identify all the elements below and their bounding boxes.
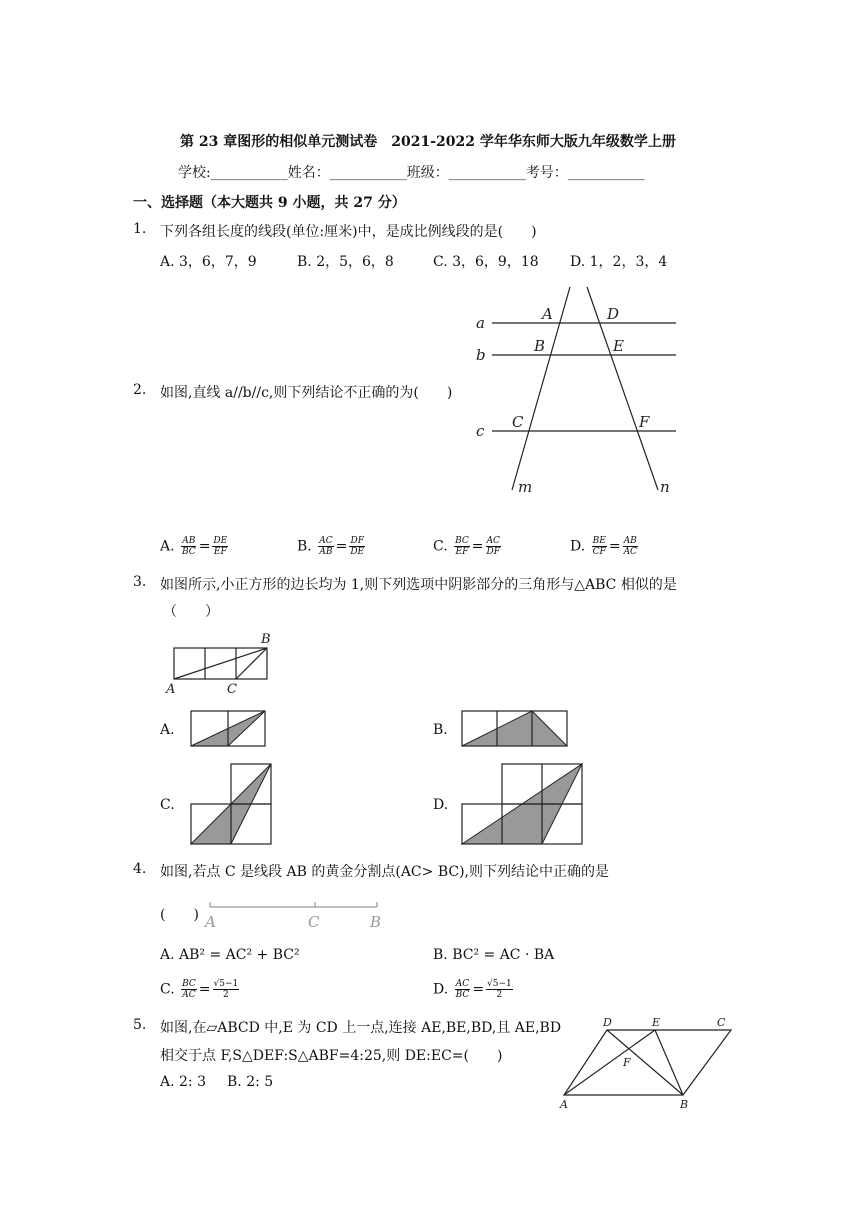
page-title: 第 23 章图形的相似单元测试卷 2021-2022 学年华东师大版九年级数学上册 [180,134,676,150]
question-stem: 如图,直线 a//b//c,则下列结论不正确的为( ) [160,385,453,401]
label-B: B [261,632,271,647]
option-d-figure [460,762,586,848]
option-d: D. $\frac{AC}{BC}$ = $\frac{√5-1}{2}$ [433,979,512,1000]
option-a: A. [160,722,175,738]
option-b: B. 2: 5 [227,1074,274,1090]
label-n: n [660,478,670,496]
question-stem: 如图,若点 C 是线段 AB 的黄金分割点(AC> BC),则下列结论中正确的是 [160,864,609,880]
label-E: E [613,337,624,355]
label-C: C [717,1016,726,1029]
answer-paren: ( ) [160,907,199,923]
label-C: C [308,913,320,931]
parallelogram-figure [552,1012,742,1116]
label-a: a [476,314,485,332]
option-a-figure [189,709,269,749]
option-b: B. $\frac{AC}{AB}$ = $\frac{DF}{DE}$ [297,536,365,557]
option-b: B. [433,722,448,738]
label-E: E [652,1016,661,1029]
label-m: m [518,478,533,496]
label-A: A [205,913,216,931]
label-B: B [680,1098,689,1111]
option-d: D. $\frac{BE}{CF}$ = $\frac{AB}{AC}$ [570,536,637,557]
question-stem: 下列各组长度的线段(单位:厘米)中，是成比例线段的是( ) [160,224,537,240]
label-c: c [476,422,485,440]
question-stem-line2: 相交于点 F,S△DEF:S△ABF=4:25,则 DE:EC=( ) [160,1048,503,1064]
label-A: A [560,1098,568,1111]
option-c: C. $\frac{BC}{AC}$ = $\frac{√5-1}{2}$ [160,979,239,1000]
label-B: B [534,337,546,355]
question-number: 1. [133,221,147,237]
question-number: 4. [133,861,147,877]
student-info-line: 学校:___________姓名：___________班级：___________考号：___________ [178,165,645,181]
label-C: C [512,413,524,431]
label-C: C [227,682,237,697]
option-a: A. 2: 3 [160,1074,206,1090]
option-a: A. $\frac{AB}{BC}$ = $\frac{DE}{EF}$ [160,536,228,557]
label-A: A [542,305,553,323]
section-heading: 一、选择题（本大题共 9 小题，共 27 分） [133,195,406,211]
triangle-abc-figure [160,628,280,698]
question-number: 5. [133,1017,147,1033]
label-D: D [603,1016,612,1029]
label-F: F [623,1056,631,1069]
option-c: C. $\frac{BC}{EF}$ = $\frac{AC}{DF}$ [433,536,500,557]
question-number: 3. [133,574,147,590]
label-b: b [476,346,486,364]
question-number: 2. [133,382,147,398]
question-stem: 如图所示,小正方形的边长均为 1,则下列选项中阴影部分的三角形与△ABC 相似的是 [160,577,677,593]
golden-section-figure [200,894,390,934]
answer-paren: （ ） [163,604,219,620]
option-a: A. AB² = AC² + BC² [160,947,300,963]
label-D: D [607,305,620,323]
option-c-figure [189,762,275,848]
option-d: D. 1，2，3，4 [570,254,668,270]
option-a: A. 3，6，7，9 [160,254,257,270]
question-stem-line1: 如图,在▱ABCD 中,E 为 CD 上一点,连接 AE,BE,BD,且 AE,BD [160,1020,562,1036]
option-b: B. 2，5，6，8 [297,254,394,270]
label-A: A [166,682,176,697]
parallel-lines-figure [470,282,690,502]
option-c: C. 3，6，9，18 [433,254,539,270]
option-d: D. [433,797,449,813]
option-b-figure [460,709,572,749]
label-B: B [370,913,382,931]
option-c: C. [160,797,175,813]
label-F: F [639,413,650,431]
option-b: B. BC² = AC · BA [433,947,555,963]
